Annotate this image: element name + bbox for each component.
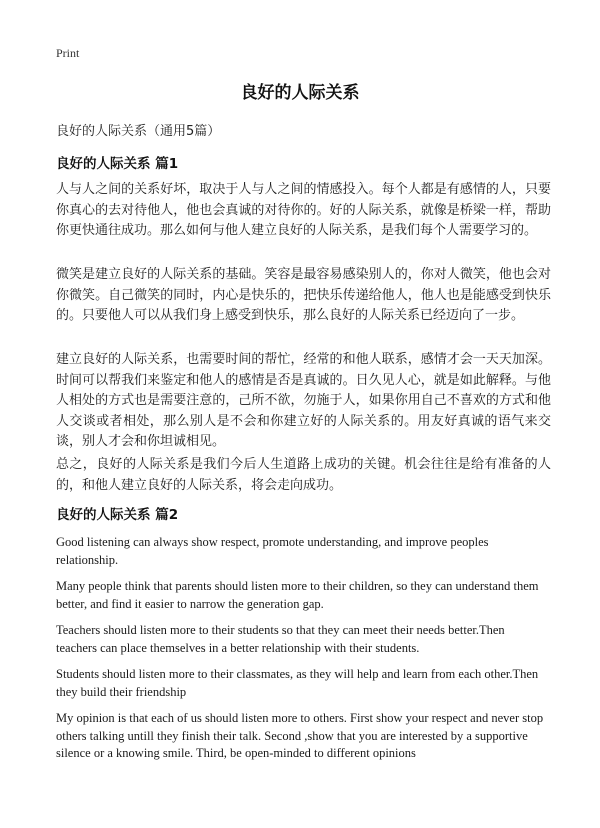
paragraph: Students should listen more to their classmates, as they will help and learn from each other.Then they build their friendship <box>56 667 539 699</box>
paragraph: My opinion is that each of us should listen more to others. First show your respect and never stop others talking untill they finish their talk. Second ,show that you are interested by a supportive silence or a knowing smile. Third, be open-minded to different opinions <box>56 711 544 760</box>
document-subtitle: 良好的人际关系（通用5篇） <box>56 124 221 139</box>
section-heading-1: 良好的人际关系 篇1 <box>56 156 179 172</box>
paragraph: Many people think that parents should listen more to their children, so they can understand them better, and find it easier to narrow the generation gap. <box>56 579 539 611</box>
paragraph: 人与人之间的关系好坏，取决于人与人之间的情感投入。每个人都是有感情的人，只要你真心的去对待他人，他也会真诚的对待你的。好的人际关系，就像是桥梁一样，帮助你更快通往成功。那么如何与他人建立良好的人际关系，是我们每个人需要学习的。 <box>56 182 551 238</box>
section-heading-2: 良好的人际关系 篇2 <box>56 507 179 523</box>
print-link[interactable]: Print <box>56 46 80 60</box>
paragraph: 建立良好的人际关系，也需要时间的帮忙，经常的和他人联系，感情才会一天天加深。时间可以帮我们来鉴定和他人的感情是否是真诚的。日久见人心，就是如此解释。与他人相处的方式也是需要注意的，己所不欲，勿施于人，如果你用自己不喜欢的方式和他人交谈或者相处，那么别人是不会和你建立好的人际关系的。用友好真诚的语气来交谈，别人才会和你坦诚相见。 <box>56 352 551 449</box>
paragraph: Teachers should listen more to their students so that they can meet their needs better.Then teachers can place themselves in a better relationship with their students. <box>56 623 505 655</box>
page-title: 良好的人际关系 <box>240 83 360 103</box>
paragraph: 微笑是建立良好的人际关系的基础。笑容是最容易感染别人的，你对人微笑，他也会对你微笑。自己微笑的同时，内心是快乐的，把快乐传递给他人，他人也是能感受到快乐的。只要他人可以从我们身上感受到快乐，那么良好的人际关系已经迈向了一步。 <box>56 267 551 323</box>
paragraph: 总之，良好的人际关系是我们今后人生道路上成功的关键。机会往往是给有准备的人的，和他人建立良好的人际关系，将会走向成功。 <box>56 457 551 493</box>
paragraph: Good listening can always show respect, promote understanding, and improve peoples relationship. <box>56 535 489 567</box>
